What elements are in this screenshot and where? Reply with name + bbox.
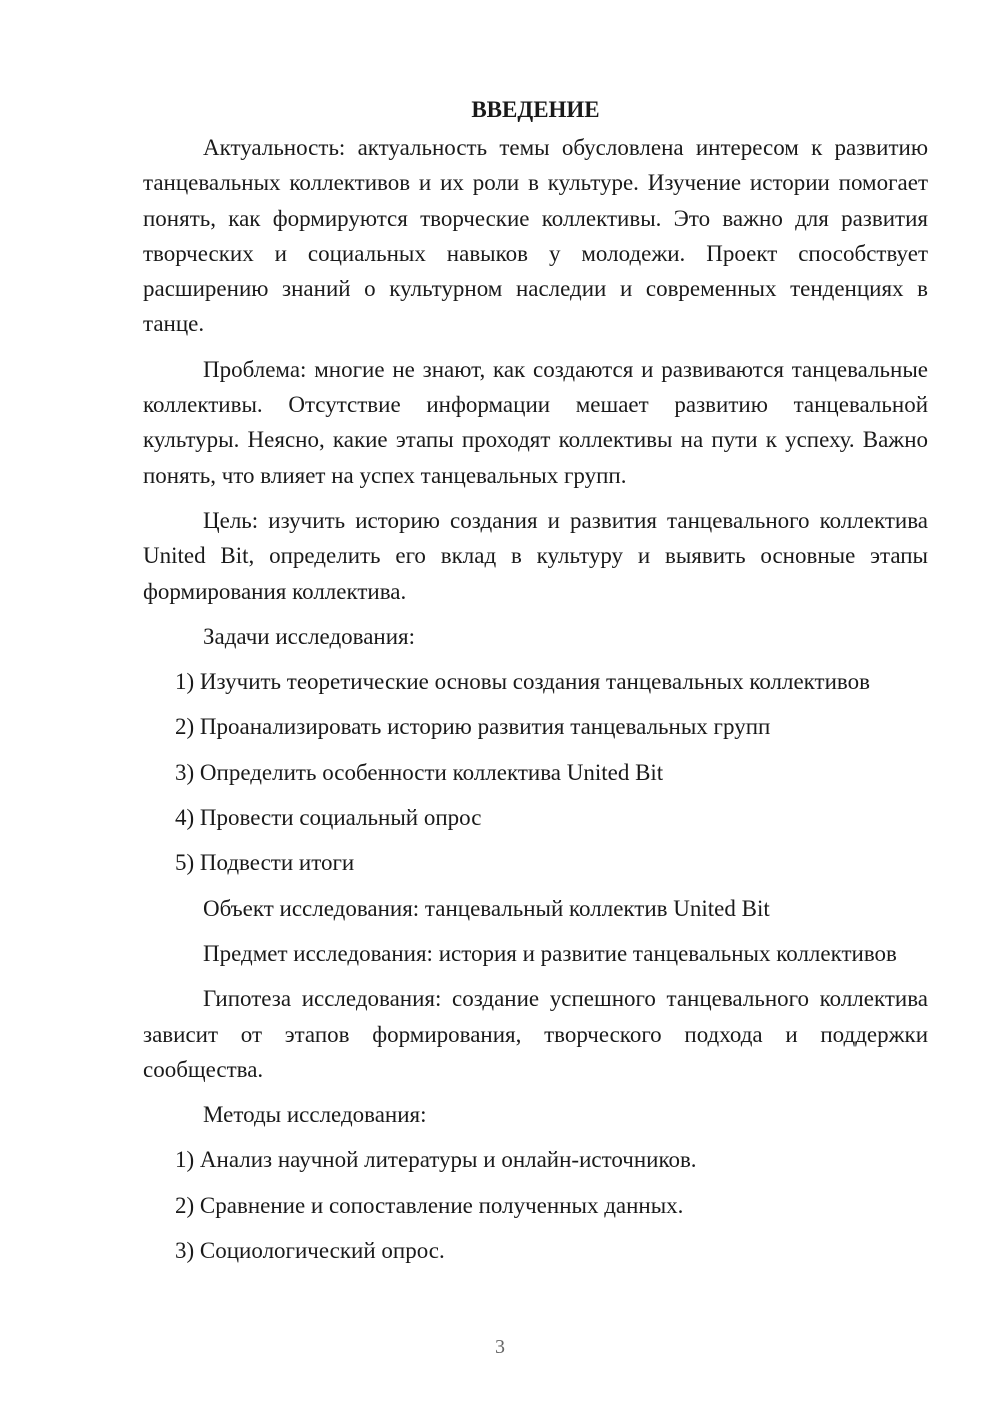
- task-item: 5) Подвести итоги: [175, 850, 355, 876]
- problem-paragraph: Проблема: многие не знают, как создаются и развиваются танцевальные коллективы. Отсутствие информации мешает развитию танцевальной культуры. Неясно, какие этапы проходят коллективы на пути к успеху. Важно понять, что влияет на успех танцевальных групп.: [143, 356, 928, 488]
- section-title: ВВЕДЕНИЕ: [471, 97, 600, 122]
- methods-list: [143, 1142, 928, 1268]
- tasks-heading: Задачи исследования:: [203, 623, 416, 649]
- task-item: 4) Провести социальный опрос: [175, 805, 482, 831]
- goal-paragraph: Цель: изучить историю создания и развития танцевального коллектива United Bit, определить его вклад в культуру и выявить основные этапы формирования коллектива.: [143, 507, 928, 604]
- task-item: 1) Изучить теоретические основы создания танцевальных коллективов: [175, 669, 870, 695]
- task-item: 2) Проанализировать историю развития танцевальных групп: [175, 714, 771, 740]
- object-paragraph: Объект исследования: танцевальный коллектив United Bit: [203, 895, 770, 921]
- relevance-paragraph: Актуальность: актуальность темы обусловлена интересом к развитию танцевальных коллективов и их роли в культуре. Изучение истории помогает понять, как формируются творческие коллективы. Это важно для развития творческих и социальных навыков у молодежи. Проект способствует расширению знаний о культурном наследии и современных тенденциях в танце.: [143, 135, 928, 337]
- document-page: [143, 92, 928, 1278]
- subject-paragraph: Предмет исследования: история и развитие танцевальных коллективов: [203, 940, 897, 966]
- method-item: 3) Социологический опрос.: [175, 1238, 445, 1264]
- method-item: 1) Анализ научной литературы и онлайн-источников.: [175, 1147, 697, 1173]
- task-item: 3) Определить особенности коллектива United Bit: [175, 759, 664, 785]
- page-number: 3: [495, 1336, 505, 1358]
- tasks-list: [143, 664, 928, 880]
- methods-heading: Методы исследования:: [203, 1102, 427, 1128]
- hypothesis-paragraph: Гипотеза исследования: создание успешного танцевального коллектива зависит от этапов формирования, творческого подхода и поддержки сообщества.: [143, 986, 928, 1082]
- method-item: 2) Сравнение и сопоставление полученных данных.: [175, 1192, 684, 1218]
